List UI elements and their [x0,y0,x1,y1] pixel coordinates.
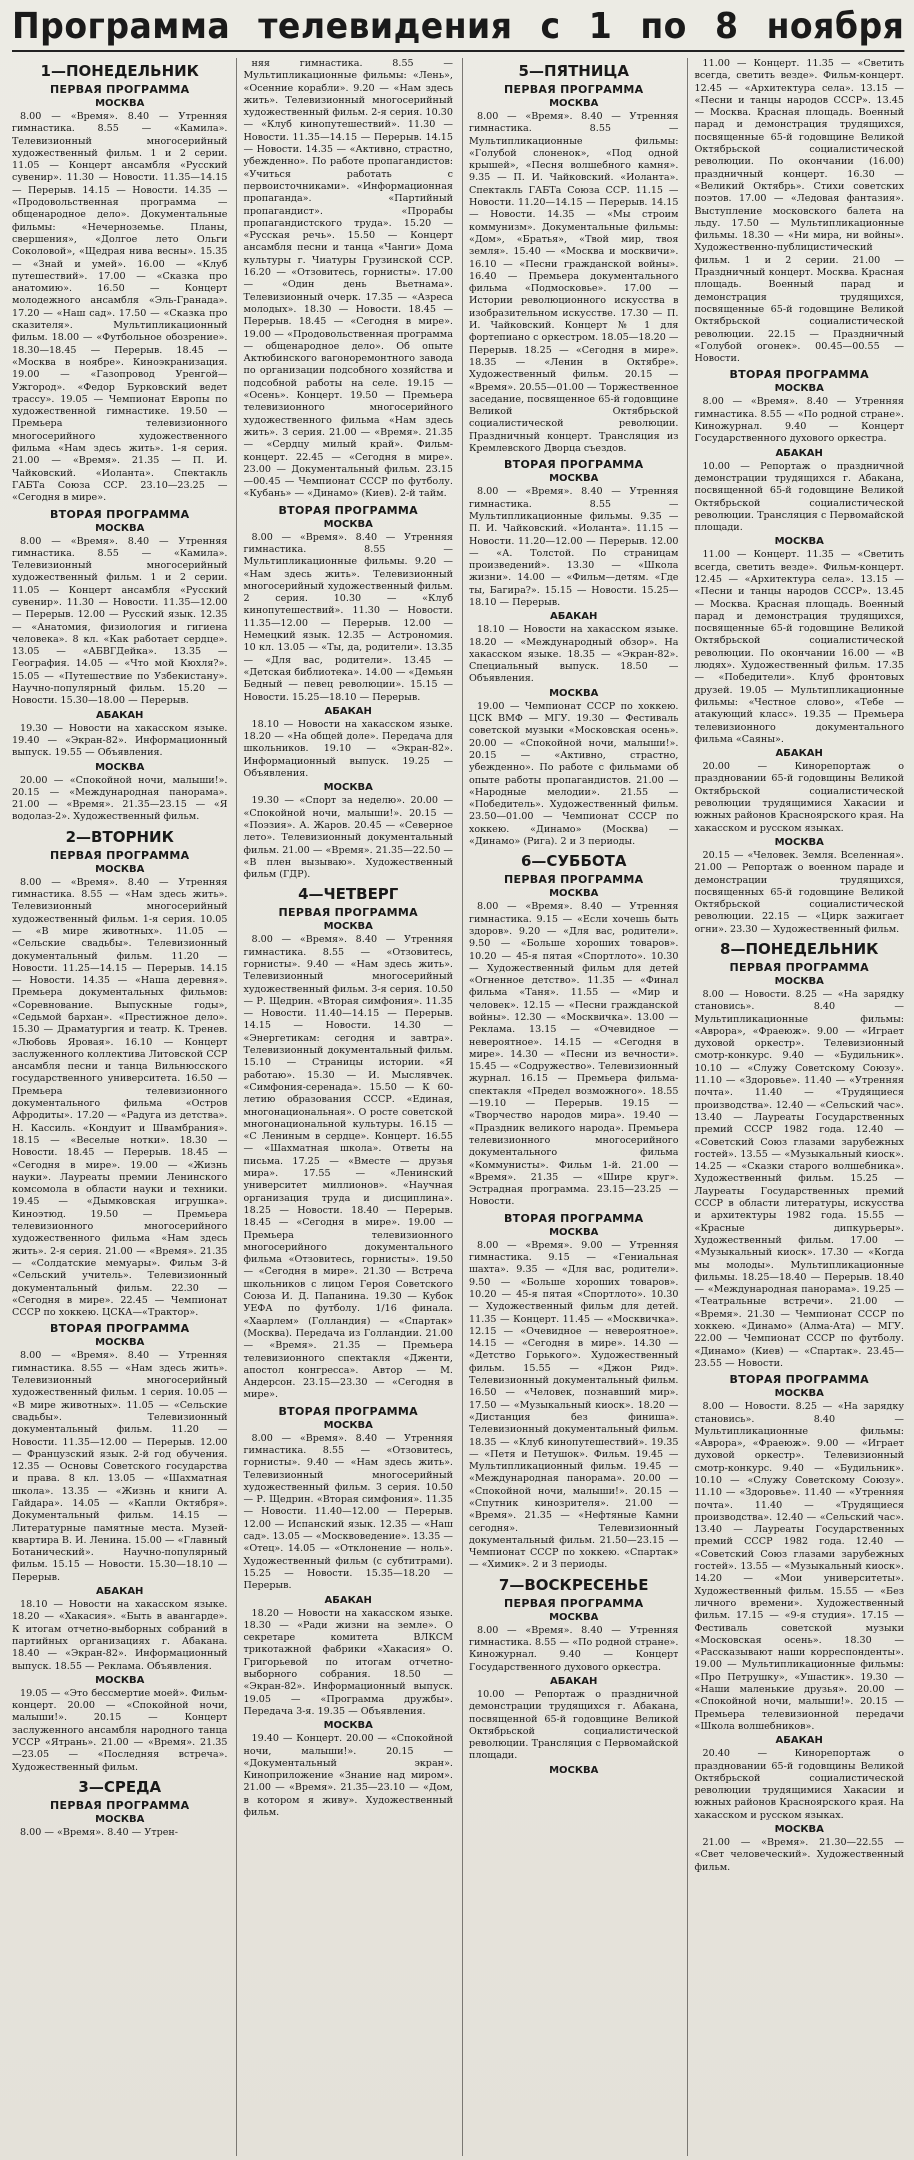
listing-text: 11.00 — Концерт. 11.35 — «Светить всегда, светить везде». Фильм-концерт. 12.45 — «Архитектура села». 13.15 — «Песни и танцы народов СССР». 13.45 — Москва. Красная площадь. Военный парад и демонстрация трудящихся, посвященные 65-й годовщине Великой Октябрьской социалистической революции. По окончании (16.00) праздничный концерт. 16.30 — «Великий Октябрь». Стихи советских поэтов. 17.00 — «Ледовая фантазия». Выступление московского балета на льду. 17.50 — Мультипликационные фильмы. 18.30 — «Ни мира, ни войны». Художественно-публицистический фильм. 1 и 2 серии. 21.00 — Праздничный концерт. Москва. Красная площадь. Военный парад и демонстрация трудящихся, посвященные 65-й годовщине Великой Октябрьской социалистической революции. 22.15 — Праздничный «Голубой огонек». 00.45—00.55 — Новости. [694,58,904,365]
listing-text: 19.05 — «Это бессмертие моей». Фильм-концерт. 20.00 — «Спокойной ночи, малыши!». 20.15 — Концерт заслуженного ансамбля народного танца УССР «Ятрань». 21.00 — «Время». 21.35—23.05 — «Последняя встреча». Художественный фильм. [12,1687,228,1773]
masthead-word: по [640,6,687,47]
program-heading: ПЕРВАЯ ПРОГРАММА [50,83,190,96]
listing-text: 8.00 — Новости. 8.25 — «На зарядку становись». 8.40 — Мультипликационные фильмы: «Аврора», «Фраеюж». 9.00 — «Играет духовой оркестр». Телевизионный смотр-конкурс. 9.40 — «Будильник». 10.10 — «Служу Советскому Союзу». 11.10 — «Здоровье». 11.40 — «Утренняя почта». 11.40 — «Трудящиеся производства». 12.40 — «Сельский час». 13.40 — Лауреаты Государственных премий СССР 1982 года. 12.40 — «Советский Союз глазами зарубежных гостей». 13.55 — «Музыкальный киоск». 14.25 — «Сказки старого волшебника». Художественный фильм. 15.25 — Лауреаты Государственных премий СССР в области литературы, искусства и архитектуры 1982 года. 15.55 — «Красные дипкурьеры». Художественный фильм. 17.00 — «Музыкальный киоск». 17.30 — «Когда мы молоды». Мультипликационные фильмы. 18.25—18.40 — Перерыв. 18.40 — «Международная панорама». 19.25 — «Театральные встречи». 21.00 — «Время». 21.30 — Чемпионат СССР по хоккею. «Динамо» (Алма-Ата) — МГУ. 22.00 — Чемпионат СССР по футболу. «Динамо» (Киев) — «Спартак». 23.45—23.55 — Новости. [694,989,904,1369]
listing-text: 8.00 — «Время». 8.40 — Утренняя гимнастика. 8.55 — Мультипликационные фильмы. 9.35 — П. И. Чайковский. «Иоланта». 11.15 — Новости. 11.20—12.00 — Перерыв. 12.00 — «А. Толстой. По страницам произведений». 13.30 — «Школа жизни». 14.00 — «Фильм—детям. «Где ты, Багира?». 15.15 — Новости. 15.25—18.10 — Перерыв. [468,486,679,608]
city-heading: МОСКВА [323,1419,373,1431]
schedule-column [236,58,453,2156]
masthead-word: с [540,6,561,47]
city-heading: МОСКВА [774,536,824,548]
city-heading: МОСКВА [95,522,145,534]
listing-text: 21.00 — «Время». 21.30—22.55 — «Свет человеческий». Художественный фильм. [694,1837,904,1873]
city-heading: АБАКАН [775,1735,823,1747]
masthead-word: Программа [12,6,231,47]
listing-text: 18.10 — Новости на хакасском языке. 18.20 — «Хакасия». «Быть в авангарде». К итогам отчетно-выборных собраний в партийных организациях г. Абакана. 18.40 — «Экран-82». Информационный выпуск. 18.55 — Реклама. Объявления. [12,1599,228,1672]
day-heading: 1—ПОНЕДЕЛЬНИК [40,62,199,80]
city-heading: МОСКВА [95,1813,145,1825]
program-heading: ВТОРАЯ ПРОГРАММА [49,1322,190,1336]
listing-text: 8.00 — «Время». 8.40 — Утренняя гимнастика. 8.55 — «Отзовитесь, горнисты». 9.40 — «Нам здесь жить». Телевизионный многосерийный художественный фильм. 3-я серия. 10.50 — Р. Щедрин. «Вторая симфония». 11.35 — Новости. 11.40—14.15 — Перерыв. 14.15 — Новости. 14.30 — «Энергетикам: сегодня и завтра». Телевизионный документальный фильм. 15.10 — Страницы истории. «Я работаю». 15.30 — И. Мыслявчек. «Симфония-серенада». 15.50 — К 60-летию образования СССР. «Единая, многонациональная». О росте советской многонациональной культуры. 16.15 — «С Лениным в сердце». Концерт. 16.55 — «Шахматная школа». Ответы на письма. 17.25 — «Вместе — друзья мира». 17.55 — «Ленинский университет миллионов». «Научная организация труда и дисциплина». 18.25 — Новости. 18.40 — Перерыв. 18.45 — «Сегодня в мире». 19.00 — Премьера телевизионного многосерийного документального фильма «Отзовитесь, горнисты». 19.50 — «Сегодня в мире». 21.30 — Встреча школьников с лицом Героя Советского Союза И. Д. Папанина. 19.30 — Кубок УЕФА по футболу. 1/16 финала. «Хаарлем» (Голландия) — «Спартак» (Москва). Передача из Голландии. 21.00 — «Время». 21.35 — Премьера телевизионного спектакля «Дженти, апостол конгресса». Автор — М. Андерсон. 23.15—23.30 — «Сегодня в мире». [243,934,453,1401]
listing-text: 19.40 — Концерт. 20.00 — «Спокойной ночи, малыши!». 20.15 — «Документальный экран». Киноприложение «Знание над миром». 21.00 — «Время». 21.35—23.10 — «Дом, в котором я живу». Художественный фильм. [243,1733,453,1818]
listing-text: 8.00 — «Время». 8.40 — Утренняя гимнастика. 8.55 — «Нам здесь жить». Телевизионный многосерийный художественный фильм. 1 серия. 10.05 — «В мире животных». 11.05 — «Сельские свадьбы». Телевизионный документальный фильм. 11.20 — Новости. 11.35—12.00 — Перерыв. 12.00 — Французский язык. 2-й год обучения. 12.35 — Основы Советского государства и права. 8 кл. 13.05 — «Шахматная школа». 13.35 — «Жизнь и книги А. Гайдара». 14.05 — «Капли Октября». Документальный фильм. 14.15 — Литературные памятные места. Музей-квартира В. И. Ленина. 15.00 — «Главный Ботанический». Научно-популярный фильм. 15.15 — Новости. 15.30—18.10 — Перерыв. [12,1350,228,1583]
day-heading: 3—СРЕДА [78,1777,162,1796]
day-heading: 7—ВОСКРЕСЕНЬЕ [498,1575,649,1594]
listing-text: 10.00 — Репортаж о праздничной демонстрации трудящихся г. Абакана, посвященной 65-й годовщине Великой Октябрьской социалистической революции. Трансляция с Первомайской площади. [694,460,904,534]
day-heading: 6—СУББОТА [521,852,627,871]
city-heading: МОСКВА [323,921,373,933]
city-heading: МОСКВА [774,1824,824,1835]
listing-text: 20.15 — «Человек. Земля. Вселенная». 21.00 — Репортаж о военном параде и демонстрации трудящихся, посвященных 65-й годовщине Великой Октябрьской социалистической революции. 22.15 — «Цирк зажигает огни». 23.30 — Художественный фильм. [694,849,904,935]
day-heading: 5—ПЯТНИЦА [518,62,629,80]
city-heading: МОСКВА [95,98,145,109]
listing-text: 20.40 — Кинорепортаж о праздновании 65-й годовщины Великой Октябрьской социалистической революции трудящимися Хакасии и южных районов Красноярского края. На хакасском и русском языках. [694,1748,904,1821]
listing-text: 8.00 — «Время». 9.00 — Утренняя гимнастика. 9.15 — «Гениальная шахта». 9.35 — «Для вас, родители». 9.50 — «Больше хороших товаров». 10.20 — 45-я пятая «Спортлото». 10.30 — Художественный фильм для детей. 11.35 — Концерт. 11.45 — «Москвичка». 12.15 — «Очевидное — невероятное». 14.15 — «Сегодня в мире». 14.30 — «Детство Горького». Художественный фильм. 15.55 — «Джон Рид». Телевизионный документальный фильм. 16.50 — «Человек, познавший мир». 17.50 — «Музыкальный киоск». 18.20 — «Дистанция без финиша». Телевизионный документальный фильм. 18.35 — «Клуб кинопутешествий». 19.35 — «Петя и Петушок». Фильм. 19.45 — Мультипликационный фильм. 19.45 — «Международная панорама». 20.00 — «Спокойной ночи, малыши!». 20.15 — «Спутник кинозрителя». 21.00 — «Время». 21.35 — «Нефтяные Камни сегодня». Телевизионный документальный фильм. 21.50—23.15 — Чемпионат СССР по хоккею. «Спартак» — «Химик». 2 и 3 периоды. [468,1239,679,1571]
city-heading: АБАКАН [775,447,823,459]
program-heading: ВТОРАЯ ПРОГРАММА [278,503,418,517]
program-heading: ВТОРАЯ ПРОГРАММА [278,1404,418,1418]
city-heading: АБАКАН [550,611,598,623]
schedule-column [462,58,679,2156]
city-heading: МОСКВА [95,1337,145,1349]
program-heading: ПЕРВАЯ ПРОГРАММА [278,906,418,920]
program-heading: ПЕРВАЯ ПРОГРАММА [504,873,644,887]
listing-text: 19.30 — «Спорт за неделю». 20.00 — «Спокойной ночи, малыши!». 20.15 — «Поэзия». А. Жаров. 20.45 — «Северное лето». Телевизионный документальный фильм. 21.00 — «Время». 21.35—22.50 — «В плен вызываю». Художественный фильм (ГДР). [243,795,453,881]
city-heading: МОСКВА [549,98,599,109]
city-heading: МОСКВА [95,863,145,875]
listing-text: няя гимнастика. 8.55 — Мультипликационные фильмы: «Лень», «Осенние корабли». 9.20 — «Нам здесь жить». Телевизионный многосерийный художественный фильм. 2-я серия. 10.30 — «Клуб кинопутешествий». 11.30 — Новости. 11.35—14.15 — Перерыв. 14.15 — Новости. 14.35 — «Активно, страстно, убежденно». По работе пропагандистов: «Учиться работать с первоисточниками». «Информационная пропаганда». «Партийный пропагандист». «Прорабы пропагандистского труда». 15.20 — «Русская речь». 15.50 — Концерт ансамбля песни и танца «Чанги» Дома культуры г. Чиатуры Грузинской ССР. 16.20 — «Отзовитесь, горнисты». 17.00 — «Один день Вьетнама». Телевизионный очерк. 17.35 — «Азреса молодых». 18.30 — Новости. 18.45 — Перерыв. 18.45 — «Сегодня в мире». 19.00 — «Продовольственная программа — общенародное дело». Об опыте Актюбинского вагоноремонтного завода по организации подсобного хозяйства и подсобной работы на селе. 19.15 — «Осень». Концерт. 19.50 — Премьера телевизионного многосерийного художественного фильма «Нам здесь жить». 3 серия. 21.00 — «Время». 21.35 — «Сердцу милый край». Фильм-концерт. 22.45 — «Сегодня в мире». 23.00 — Документальный фильм. 23.15—00.45 — Чемпионат СССР по футболу. «Кубань» — «Динамо» (Киев). 2-й тайм. [243,58,453,500]
listing-text: 8.00 — Новости. 8.25 — «На зарядку становись». 8.40 — Мультипликационные фильмы: «Аврора», «Фраеюж». 9.00 — «Играет духовой оркестр». Телевизионный смотр-конкурс. 9.40 — «Будильник». 10.10 — «Служу Советскому Союзу». 11.10 — «Здоровье». 11.40 — «Утренняя почта». 11.40 — «Трудящиеся производства». 12.40 — «Сельский час». 13.40 — Лауреаты Государственных премий СССР 1982 года. 12.40 — «Советский Союз глазами зарубежных гостей». 13.55 — «Музыкальный киоск». 14.20 — «Мои университеты». Художественный фильм. 15.55 — «Без личного времени». Художественный фильм. 17.15 — «9-я студия». 17.15 — Фестиваль советской музыки «Московская осень». 18.30 — «Рассказывают наши корреспонденты». 19.00 — Мультипликационные фильмы: «Про Петрушку», «Ушастик». 19.30 — «Наши маленькие друзья». 20.00 — «Спокойной ночи, малыши!». 20.15 — Премьера телевизионной передачи «Школа волшебников». [694,1401,904,1732]
city-heading: МОСКВА [774,1388,824,1400]
listing-text: 8.00 — «Время». 8.40 — Утренняя гимнастика. 8.55 — «По родной стране». Киножурнал. 9.40 — Концерт Государственного духового оркестра. [694,396,904,445]
city-heading: МОСКВА [323,518,373,530]
city-heading: МОСКВА [323,782,373,794]
day-heading: 4—ЧЕТВЕРГ [298,885,399,904]
city-heading: МОСКВА [549,1764,599,1776]
city-heading: МОСКВА [549,888,599,900]
city-heading: АБАКАН [775,748,823,760]
listing-text: 8.00 — «Время». 8.40 — Утренняя гимнастика. 9.15 — «Если хочешь быть здоров». 9.20 — «Для вас, родители». 9.50 — «Больше хороших товаров». 10.20 — 45-я пятая «Спортлото». 10.30 — Художественный фильм для детей «Огненное детство». 11.35 — «Финал фильма «Таня». 11.55 — «Мир и человек». 12.15 — «Песни гражданской войны». 12.30 — «Москвичка». 13.00 — Реклама. 13.15 — «Очевидное — невероятное». 14.15 — «Сегодня в мире». 14.30 — «Песни из вечности». 15.45 — «Содружество». Телевизионный журнал. 16.15 — Премьера фильма-спектакля «Предел возможного». 18.55—19.10 — Перерыв. 19.15 — «Творчество народов мира». 19.40 — «Праздник великого народа». Премьера телевизионного многосерийного документального фильма «Коммунисты». Фильм 1-й. 21.00 — «Время». 21.35 — «Шире круг». Эстрадная программа. 23.15—23.25 — Новости. [468,901,679,1208]
program-heading: ПЕРВАЯ ПРОГРАММА [50,1798,190,1812]
listing-text: 8.00 — «Время». 8.40 — Утренняя гимнастика. 8.55 — «Нам здесь жить». Телевизионный многосерийный художественный фильм. 1-я серия. 10.05 — «В мире животных». 11.05 — «Сельские свадьбы». Телевизионный документальный фильм. 11.20 — Новости. 11.25—14.15 — Перерыв. 14.15 — Новости. 14.35 — «Наша деревня». Премьера документальных фильмов: «Соревнование. Выпускные годы», «Седьмой бархан». «Престижное дело». 15.30 — Драматургия и театр. К. Тренев. «Любовь Яровая». 16.10 — Концерт заслуженного коллектива Литовской ССР ансамбля песни и танца Вильнюсского государственного университета. 16.50 — Премьера телевизионного документального фильма «Остров Афродиты». 17.20 — «Радуга из детства». Н. Кассиль. «Кондуит и Швамбрания». 18.15 — «Веселые нотки». 18.30 — Новости. 18.45 — Перерыв. 18.45 — «Сегодня в мире». 19.00 — «Жизнь науки». Лауреаты премии Ленинского комсомола в области науки и техники. 19.45 — «Дымковская игрушка». Киноэтюд. 19.50 — Премьера телевизионного многосерийного художественного фильма «Нам здесь жить». 2-я серия. 21.00 — «Время». 21.35 — «Солдатские мемуары». Фильм 3-й «Сельский учитель». Телевизионный документальный фильм. 22.30 — «Сегодня в мире». 22.45 — Чемпионат СССР по хоккею. ЦСКА—«Трактор». [12,876,228,1319]
city-heading: МОСКВА [95,1674,145,1686]
day-heading: 2—ВТОРНИК [65,827,174,846]
listing-text: 10.00 — Репортаж о праздничной демонстрации трудящихся г. Абакана, посвященной 65-й годовщине Великой Октябрьской социалистической революции. Трансляция с Первомайской площади. [468,1688,679,1762]
listing-text: 20.00 — Кинорепортаж о праздновании 65-й годовщины Великой Октябрьской социалистической революции трудящимися Хакасии и южных районов Красноярского края. На хакасском и русском языках. [694,761,904,834]
schedule-column [687,58,904,2156]
city-heading: АБАКАН [324,705,372,717]
city-heading: МОСКВА [774,383,824,395]
city-heading: МОСКВА [95,761,145,773]
city-heading: АБАКАН [96,709,144,721]
city-heading: МОСКВА [774,836,824,848]
listing-text: 18.10 — Новости на хакасском языке. 18.20 — «Международный обзор». На хакасском языке. 18.35 — «Экран-82». Специальный выпуск. 18.50 — Объявления. [468,624,679,685]
program-heading: ВТОРАЯ ПРОГРАММА [729,368,869,382]
city-heading: АБАКАН [324,1594,372,1606]
day-heading: 8—ПОНЕДЕЛЬНИК [720,940,879,958]
listing-text: 8.00 — «Время». 8.40 — Утренняя гимнастика. 8.55 — «Отзовитесь, горнисты». 9.40 — «Нам здесь жить». Телевизионный многосерийный художественный фильм. 3 серия. 10.50 — Р. Щедрин. «Вторая симфония». 11.35 — Новости. 11.40—12.00 — Перерыв. 12.00 — Испанский язык. 12.35 — «Наш сад». 13.05 — «Москвоведение». 13.35 — «Отец». 14.05 — «Отклонение — ноль». Художественный фильм (с субтитрами). 15.25 — Новости. 15.35—18.20 — Перерыв. [243,1432,453,1592]
program-heading: ВТОРАЯ ПРОГРАММА [503,1211,644,1225]
listing-text: 18.10 — Новости на хакасском языке. 18.20 — «На общей доле». Передача для школьников. 19.10 — «Экран-82». Информационный выпуск. 19.25 — Объявления. [243,718,453,780]
masthead-word: телевидения [258,6,513,47]
city-heading: АБАКАН [96,1586,144,1598]
listing-text: 8.00 — «Время». 8.40 — Утренняя гимнастика. 8.55 — «По родной стране». Киножурнал. 9.40 — Концерт Государственного духового оркестра. [468,1624,679,1673]
masthead-word: 1 [588,6,613,47]
city-heading: АБАКАН [550,1675,598,1687]
program-heading: ПЕРВАЯ ПРОГРАММА [504,83,644,96]
listing-text: 8.00 — «Время». 8.40 — Утренняя гимнастика. 8.55 — Мультипликационные фильмы. 9.20 — «Нам здесь жить». Телевизионный многосерийный художественный фильм. 2 серия. 10.30 — «Клуб кинопутешествий». 11.30 — Новости. 11.35—12.00 — Перерыв. 12.00 — Немецкий язык. 12.35 — Астрономия. 10 кл. 13.05 — «Ты, да, родители». 13.35 — «Для вас, родители». 13.45 — «Детская библиотека». 14.00 — «Демьян Бедный — певец революции». 15.15 — Новости. 15.25—18.10 — Перерыв. [243,531,453,703]
program-heading: ПЕРВАЯ ПРОГРАММА [729,961,869,974]
masthead-word: 8 [714,6,739,47]
schedule-columns [12,58,904,2156]
program-heading: ВТОРАЯ ПРОГРАММА [729,1373,869,1387]
listing-text: 8.00 — «Время». 8.40 — Утренняя гимнастика. 8.55 — «Камила». Телевизионный многосерийный художественный фильм. 1 и 2 серии. 11.05 — Концерт ансамбля «Русский сувенир». 11.30 — Новости. 11.35—12.00 — Перерыв. 12.00 — Русский язык. 12.35 — «Анатомия, физиология и гигиена человека». 8 кл. «Как работает сердце». 13.05 — «АБВГДейка». 13.35 — География. 14.05 — «Что мой Кюхля?». 15.05 — «Путешествие по Узбекистану». Научно-популярный фильм. 15.20 — Новости. 15.30—18.00 — Перерыв. [12,535,228,707]
listing-text: 19.00 — Чемпионат СССР по хоккею. ЦСК ВМФ — МГУ. 19.30 — Фестиваль советской музыки «Московская осень». 20.00 — «Спокойной ночи, малыши!». 20.15 — «Активно, страстно, убежденно». По работе с фильмами об опыте работы пропагандистов. 21.00 — «Народные мелодии». 21.55 — «Победитель». Художественный фильм. 23.50—01.00 — Чемпионат СССР по хоккею. «Динамо» (Москва) — «Динамо» (Рига). 2 и 3 периоды. [468,700,679,848]
city-heading: МОСКВА [549,687,599,699]
masthead-title [12,6,904,52]
listing-text: 8.00 — «Время». 8.40 — Утренняя гимнастика. 8.55 — «Камила». Телевизионный многосерийный художественный фильм. 1 и 2 серии. 11.05 — Концерт ансамбля «Русский сувенир». 11.30 — Новости. 11.35—14.15 — Перерыв. 14.15 — Новости. 14.35 — «Продовольственная программа — общенародное дело». Документальные фильмы: «Нечерноземье. Планы, свершения», «Долгое лето Ольги Соколовой», «Щедрая нива весны». 15.35 — «Знай и умей». 16.00 — «Клуб путешествий». 17.00 — «Сказка про анатомию». 16.50 — Концерт молодежного ансамбля «Эль-Гранада». 17.20 — «Наш сад». 17.50 — «Сказка про сказителя». Мультипликационный фильм. 18.00 — «Футбольное обозрение». 18.30—18.45 — Перерыв. 18.45 — «Москва в ноябре». Киноэкранизация. 19.00 — «Газопровод Уренгой—Ужгород». «Федор Бурковский ведет трассу». 19.05 — Чемпионат Европы по художественной гимнастике. 19.50 — Премьера телевизионного многосерийного художественного фильма «Нам здесь жить». 1-я серия. 21.00 — «Время». 21.35 — П. И. Чайковский. «Иоланта». Спектакль ГАБТа Союза ССР. 23.10—23.25 — «Сегодня в мире». [12,111,228,504]
listing-text: 8.00 — «Время». 8.40 — Утрен- [20,1826,179,1838]
listing-text: 11.00 — Концерт. 11.35 — «Светить всегда, светить везде». Фильм-концерт. 12.45 — «Архитектура села». 13.15 — «Песни и танцы народов СССР». 13.45 — Москва. Красная площадь. Военный парад и демонстрация трудящихся, посвященные 65-й годовщине Великой Октябрьской социалистической революции. По окончании 16.00 — «В людях». Художественный фильм. 17.35 — «Победители». Клуб фронтовых друзей. 19.05 — Мультипликационные фильмы: «Честное слово», «Тебе — атакующий класс». 19.35 — Премьера телевизионного документального фильма «Саяны». [694,549,904,745]
listing-text: 8.00 — «Время». 8.40 — Утренняя гимнастика. 8.55 — Мультипликационные фильмы: «Голубой слоненок», «Под одной крышей», «Песня волшебного камня». 9.35 — П. И. Чайковский. «Иоланта». Спектакль ГАБТа Союза ССР. 11.15 — Новости. 11.20—14.15 — Перерыв. 14.15 — Новости. 14.35 — «Мы строим коммунизм». Документальные фильмы: «Дом», «Братья», «Твой мир, твоя земля». 15.40 — «Москва и москвичи». 16.10 — «Песни гражданской войны». 16.40 — Премьера документального фильма «Подмосковье». 17.00 — Истории революционного искусства в изобразительном искусстве. 17.30 — П. И. Чайковский. Концерт № 1 для фортепиано с оркестром. 18.05—18.20 — Перерыв. 18.25 — «Сегодня в мире». 18.35 — «Ленин в Октябре». Художественный фильм. 20.15 — «Время». 20.55—01.00 — Торжественное заседание, посвященное 65-й годовщине Великой Октябрьской социалистической революции. Праздничный концерт. Трансляция из Кремлевского Дворца съездов. [468,111,679,455]
program-heading: ВТОРАЯ ПРОГРАММА [49,507,190,521]
city-heading: МОСКВА [323,1720,373,1732]
program-heading: ПЕРВАЯ ПРОГРАММА [50,848,190,862]
city-heading: МОСКВА [549,473,599,485]
listing-text: 20.00 — «Спокойной ночи, малыши!». 20.15 — «Международная панорама». 21.00 — «Время». 21.35—23.15 — «Я водолаз-2». Художественный фильм. [12,774,228,823]
listing-text: 18.20 — Новости на хакасском языке. 18.30 — «Ради жизни на земле». О секретаре комитета ВЛКСМ трикотажной фабрики «Хакасия» О. Григорьевой по итогам отчетно-выборного собрания. 18.50 — «Экран-82». Информационный выпуск. 19.05 — «Программа дружбы». Передача 3-я. 19.35 — Объявления. [243,1607,453,1717]
city-heading: МОСКВА [774,976,824,987]
listing-text: 19.30 — Новости на хакасском языке. 19.40 — «Экран-82». Информационный выпуск. 19.55 — Объявления. [12,722,228,759]
schedule-column [12,58,227,2156]
program-heading: ВТОРАЯ ПРОГРАММА [503,458,644,472]
city-heading: МОСКВА [549,1611,599,1623]
program-heading: ПЕРВАЯ ПРОГРАММА [504,1596,644,1610]
masthead-word: ноября [766,6,905,47]
city-heading: МОСКВА [549,1226,599,1238]
